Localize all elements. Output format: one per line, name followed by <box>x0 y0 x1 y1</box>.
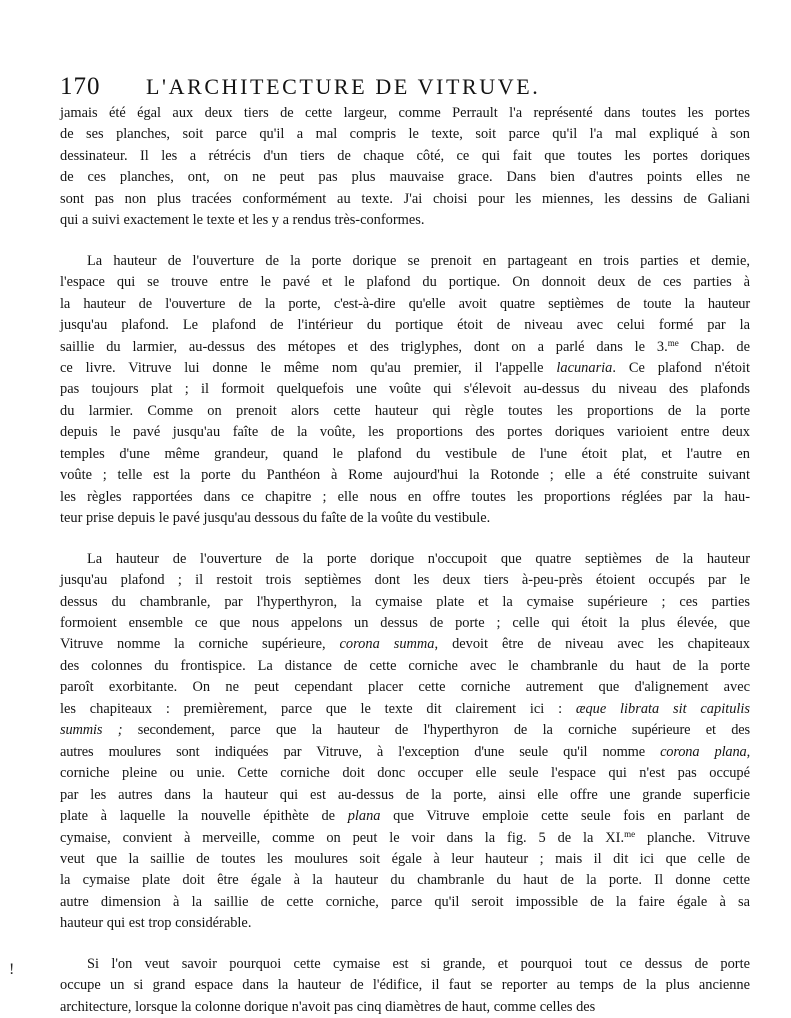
text-run: Si l'on veut savoir pourquoi cette cymaise est si grande, et pourquoi tout ce dessus de porte <box>87 955 750 972</box>
text-run: plate à laquelle la nouvelle épithète de <box>60 808 348 825</box>
text-line <box>60 401 750 422</box>
text-run: corniche pleine ou unie. Cette corniche doit donc occuper elle seule l'espace qui n'est pas occupé <box>60 765 750 782</box>
text-run: jusqu'au plafond. Le plafond de l'intérieur du portique étoit de niveau avec celui formé par la <box>60 317 750 334</box>
text-run: hauteur qui est trop considérable. <box>60 915 252 932</box>
text-line <box>60 379 750 400</box>
text-run: pas toujours plat ; il formoit quelquefois une voûte qui s'élevoit au-dessus du niveau des plafonds <box>60 381 750 398</box>
text-line <box>60 699 750 720</box>
text-run: , <box>746 743 751 760</box>
text-line <box>60 849 750 870</box>
text-line <box>60 870 750 891</box>
text-run: du larmier. Comme on prenoit alors cette hauteur qui règle toutes les proportions de la porte <box>60 402 750 419</box>
text-run: voûte ; telle est la porte du Panthéon à Rome aujourd'hui la Rotonde ; elle a été construite suivant <box>60 467 750 484</box>
italic-term: summis ; <box>60 722 123 739</box>
text-run: Chap. de <box>678 338 750 355</box>
text-run: jamais été égal aux deux tiers de cette largeur, comme Perrault l'a représenté dans toutes les portes <box>60 105 750 121</box>
text-line <box>60 315 750 336</box>
text-line <box>60 487 750 508</box>
text-line <box>60 592 750 613</box>
text-run: La hauteur de l'ouverture de la porte dorique se prenoit en partageant en trois parties et demie, <box>87 252 750 269</box>
text-line <box>60 444 750 465</box>
text-run: ce livre. Vitruve lui donne le même nom qu'au premier, il l'appelle <box>60 359 557 376</box>
text-run: cymaise, convient à merveille, comme on peut le voir dans la fig. 5 de la XI. <box>60 829 625 846</box>
text-line <box>60 742 750 763</box>
text-run: saillie du larmier, au-dessus des métopes et des triglyphes, dont on a parlé dans le 3. <box>60 338 668 355</box>
text-line <box>60 570 750 591</box>
text-line <box>60 422 750 443</box>
text-run: sont pas non plus tracées conformément au texte. J'ai choisi pour les miennes, les dessins de Galiani <box>60 190 750 207</box>
superscript: me <box>667 337 679 348</box>
text-line <box>60 763 750 784</box>
text-line <box>60 549 750 570</box>
text-run: des colonnes du frontispice. La distance de cette corniche avec le chambranle du haut de la porte <box>60 657 750 674</box>
text-run: La hauteur de l'ouverture de la porte dorique n'occupoit que quatre septièmes de la hauteur <box>87 550 750 567</box>
text-run: . Ce plafond n'étoit <box>612 359 750 376</box>
text-run: qui a suivi exactement le texte et les y a rendus très-conformes. <box>60 212 425 229</box>
text-line <box>60 189 750 210</box>
text-line <box>60 634 750 655</box>
text-run: formoient ensemble ce que nous appelons un dessus de porte ; celle qui étoit la plus élevée, que <box>60 614 750 631</box>
italic-term: plana <box>347 808 381 825</box>
page-number: 170 <box>60 73 101 100</box>
text-line <box>60 358 750 379</box>
text-line <box>60 613 750 634</box>
running-head <box>60 72 750 104</box>
text-line <box>60 656 750 677</box>
superscript: me <box>624 828 636 839</box>
text-run: autre dimension à la saillie de cette corniche, parce qu'il seroit impossible de la faire égale à sa <box>60 893 750 910</box>
text-line <box>60 146 750 167</box>
text-run: teur prise depuis le pavé jusqu'au dessous du faîte de la voûte du vestibule. <box>60 510 491 527</box>
text-run: veut que la saillie de toutes les moulures soit égale à leur hauteur ; mais il dit ici que celle de <box>60 850 750 867</box>
text-run: , devoit être de niveau avec les chapiteaux <box>434 636 750 653</box>
text-line <box>60 892 750 913</box>
italic-term: lacunaria <box>556 359 613 376</box>
text-line <box>60 806 750 827</box>
italic-term: corona plana <box>660 743 747 760</box>
text-run: dessus du chambranle, par l'hyperthyron, la cymaise plate et la cymaise supérieure ; ces parties <box>60 593 750 610</box>
text-run: la cymaise plate doit être égale à la hauteur du chambranle du haut de la porte. Il donne cette <box>60 872 750 889</box>
text-run: planche. Vitruve <box>635 829 750 846</box>
text-run: autres moulures sont indiquées par Vitruve, à l'exception d'une seule qu'il nomme <box>60 743 661 760</box>
text-line <box>60 785 750 806</box>
text-run: architecture, lorsque la colonne dorique n'avoit pas cinq diamètres de haut, comme celles des <box>60 998 596 1015</box>
text-line <box>60 103 750 124</box>
text-line <box>60 251 750 272</box>
body-text <box>60 103 750 1018</box>
text-line <box>60 465 750 486</box>
italic-term: corona summa <box>339 636 435 653</box>
italic-term: æque librata sit capitulis <box>575 700 750 717</box>
text-line <box>60 272 750 293</box>
text-run: jusqu'au plafond ; il restoit trois septièmes dont les deux tiers à-peu-près étoient occupés par le <box>60 572 750 589</box>
text-run: Vitruve nomme la corniche supérieure, <box>60 636 340 653</box>
text-line <box>60 167 750 188</box>
text-run: l'espace qui se trouve entre le pavé et le plafond du portique. On donnoit deux de ces parties à <box>60 274 750 291</box>
text-line <box>60 210 750 231</box>
text-line <box>60 720 750 741</box>
text-line <box>60 508 750 529</box>
text-run: la hauteur de l'ouverture de la porte, c'est-à-dire qu'elle avoit quatre septièmes de toute la hauteur <box>60 295 750 312</box>
text-line <box>60 337 750 358</box>
text-line <box>60 124 750 145</box>
text-line <box>60 954 750 975</box>
running-title: L'ARCHITECTURE DE VITRUVE. <box>146 74 541 99</box>
text-run: par les autres dans la hauteur qui est au-dessus de la porte, ainsi elle offre une grande superficie <box>60 786 750 803</box>
text-run: dessinateur. Il les a rétrécis d'un tiers de chaque côté, ce qui fait que toutes les portes doriques <box>60 147 750 164</box>
text-run: de ses planches, soit parce qu'il a mal compris le texte, soit parce qu'il l'a mal expliqué à son <box>60 126 750 143</box>
text-run: occupe un si grand espace dans la hauteur de l'édifice, il faut se reporter au temps de la plus ancienne <box>60 977 750 994</box>
text-line <box>60 913 750 934</box>
margin-mark: ! <box>9 961 15 978</box>
text-run: secondement, parce que la hauteur de l'hyperthyron de la corniche supérieure et des <box>122 722 750 739</box>
text-run: les règles rapportées dans ce chapitre ; elle nous en offre toutes les proportions réglées par la hau- <box>60 488 750 505</box>
text-run: les chapiteaux : premièrement, parce que le texte dit clairement ici : <box>60 700 576 717</box>
text-run: temples d'une même grandeur, quand le plafond du vestibule de l'une étoit plat, et l'autre en <box>60 445 750 462</box>
text-run: depuis le pavé jusqu'au faîte de la voûte, les proportions des portes doriques varioient entre deux <box>60 424 750 441</box>
text-run: de ces planches, ont, on ne peut pas plus mauvaise grace. Dans bien d'autres points elles ne <box>60 169 750 186</box>
text-run: paroît exorbitante. On ne peut cependant placer cette corniche autrement que d'alignement avec <box>60 679 750 696</box>
text-line <box>60 975 750 996</box>
text-line <box>60 294 750 315</box>
text-line <box>60 828 750 849</box>
text-line <box>60 677 750 698</box>
text-run: que Vitruve emploie cette seule fois en parlant de <box>380 808 750 825</box>
